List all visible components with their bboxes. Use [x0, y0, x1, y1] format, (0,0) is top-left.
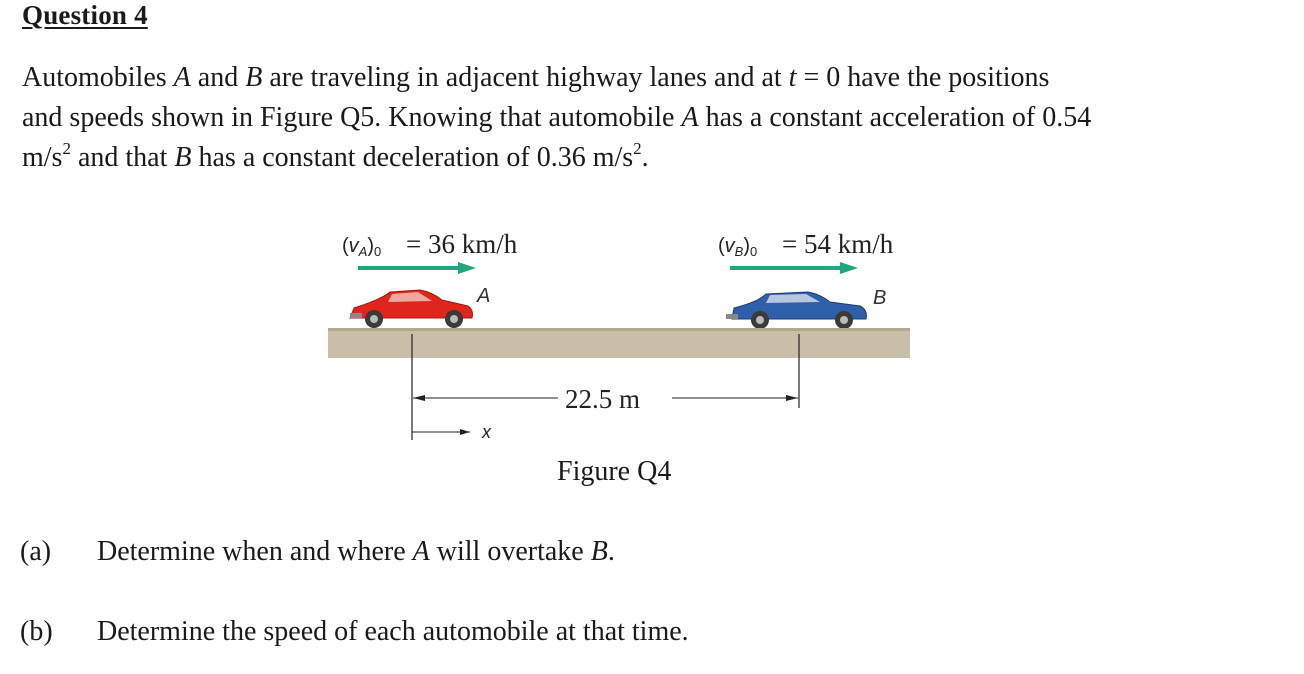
text-run: m/s: [22, 142, 63, 173]
part-a-text: [97, 536, 615, 568]
velocity-arrow-a: [358, 262, 476, 274]
text-run: will overtake: [429, 536, 591, 567]
var-a: A: [681, 102, 699, 133]
x-axis-label: x: [482, 422, 491, 442]
car-a: [350, 290, 473, 328]
var-b: B: [174, 142, 192, 173]
road: [328, 328, 910, 358]
var-a: A: [412, 536, 430, 567]
text-run: has a constant deceleration of 0.36 m/s: [191, 142, 634, 173]
subscript: A: [358, 244, 368, 259]
speed-value-a: = 36 km/h: [406, 229, 518, 259]
speed-label-a: [342, 235, 381, 259]
part-b-text: Determine the speed of each automobile at that time.: [97, 616, 689, 647]
part-b-label: (b): [20, 616, 53, 647]
var-t: t: [788, 62, 797, 93]
text-run: Determine when and where: [97, 536, 413, 567]
figure-q4: [320, 222, 920, 452]
text-run: .: [641, 142, 649, 173]
text-run: .: [607, 536, 615, 567]
car-b: [726, 292, 866, 329]
question-heading: Question 4: [22, 0, 148, 30]
distance-label: 22.5 m: [565, 384, 641, 414]
text-run: has a constant acceleration of 0.54: [698, 102, 1092, 133]
velocity-arrow-b: [730, 262, 858, 274]
problem-statement: [22, 58, 1232, 178]
figure-caption: Figure Q4: [557, 456, 672, 487]
text-run: and speeds shown in Figure Q5. Knowing that automobile: [22, 102, 682, 133]
paren: (: [718, 235, 725, 257]
exponent: 2: [62, 139, 71, 158]
text-run: and that: [70, 142, 175, 173]
var-b: B: [590, 536, 608, 567]
paren: (: [342, 235, 349, 257]
subscript: B: [734, 244, 744, 259]
speed-value-b: = 54 km/h: [782, 229, 894, 259]
problem-line-2: [22, 98, 1232, 138]
exponent: 2: [633, 139, 642, 158]
text-run: Automobiles: [22, 62, 174, 93]
var-b: B: [245, 62, 263, 93]
car-a-label: A: [477, 285, 491, 307]
v-symbol: v: [348, 235, 359, 257]
text-run: are traveling in adjacent highway lanes and at: [262, 62, 789, 93]
part-a-label: (a): [20, 536, 52, 567]
x-axis-arrow: [412, 429, 470, 435]
var-a: A: [173, 62, 191, 93]
paren: ): [367, 235, 375, 257]
paren: ): [743, 235, 751, 257]
text-run: = 0 have the positions: [796, 62, 1050, 93]
subscript: 0: [374, 244, 382, 259]
speed-label-b: [718, 235, 757, 259]
problem-line-3: [22, 138, 1232, 178]
text-run: and: [190, 62, 246, 93]
road-edge: [328, 328, 910, 331]
subscript: 0: [750, 244, 758, 259]
car-b-label: B: [873, 287, 887, 309]
v-symbol: v: [724, 235, 735, 257]
problem-line-1: [22, 58, 1232, 98]
